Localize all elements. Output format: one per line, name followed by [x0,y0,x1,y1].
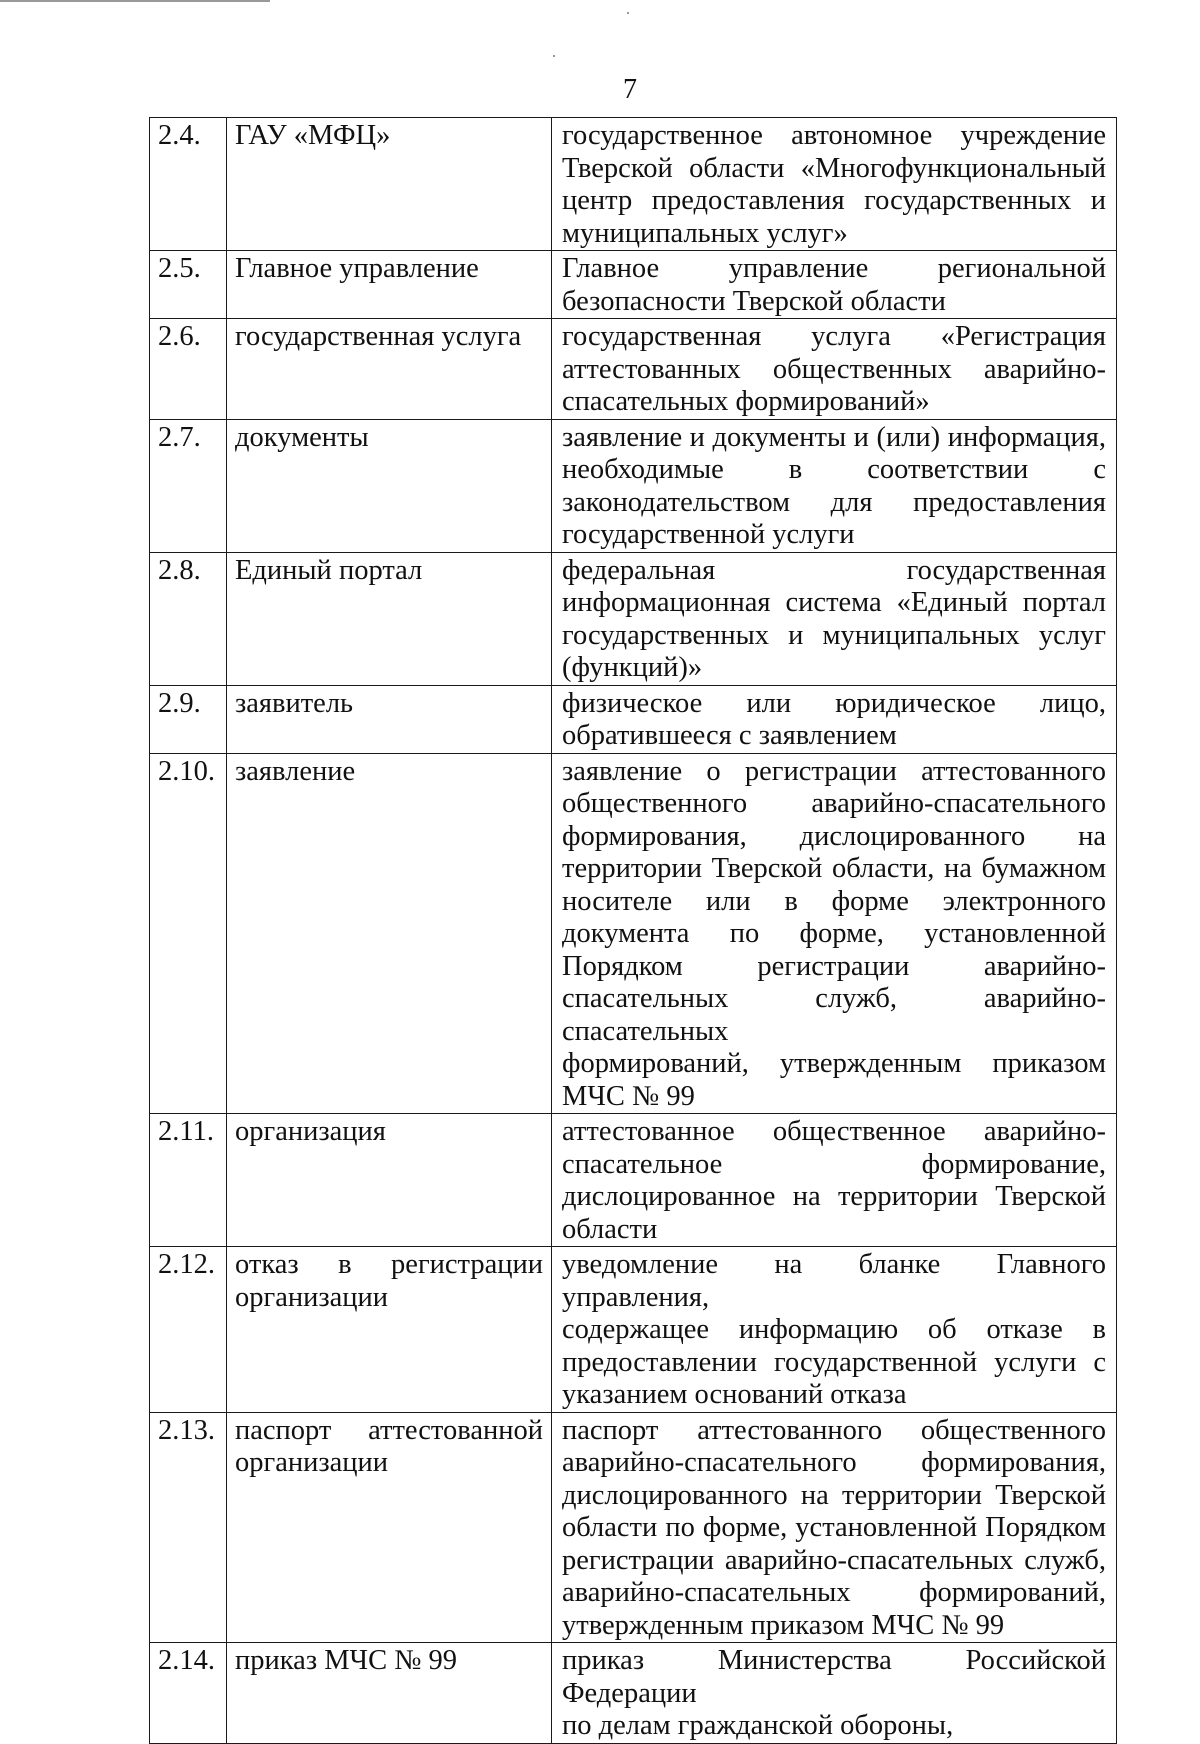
table-row [150,1247,1117,1413]
term-cell: паспорт аттестованной организации [227,1412,552,1643]
definition-line: области [562,1213,658,1245]
definition-cell [552,118,1117,251]
definition-cell [552,552,1117,685]
definition-line: Тверской области «Многофункциональный [562,152,1106,184]
definition-line: аварийно-спасательных формирований, [562,1577,1106,1608]
row-number: 2.13. [150,1412,227,1643]
definition-cell [552,319,1117,420]
definition-cell [552,1643,1117,1744]
definition-line: паспорт аттестованного общественного [562,1414,1106,1446]
definition-cell [552,251,1117,319]
scan-edge-mark [0,0,270,2]
definition-line: государственной услуги [562,519,855,550]
definition-line: носителе или в форме электронного [562,885,1106,917]
terms-table-body [150,118,1117,1744]
definition-line: спасательных формирований» [562,386,930,417]
definition-line: физическое или юридическое лицо, [562,687,1106,719]
term-cell: Единый портал [227,552,552,685]
definition-line: обратившееся с заявлением [562,720,897,751]
table-row [150,753,1117,1114]
scan-speck [553,55,555,57]
definition-line: дислоцированное на территории Тверской [562,1181,1106,1212]
row-number: 2.12. [150,1247,227,1413]
table-row [150,552,1117,685]
row-number: 2.11. [150,1114,227,1247]
definition-line: Главное управление региональной [562,253,1106,284]
definition-line: содержащее информацию об отказе в [562,1314,1106,1345]
definition-line: заявление и документы и (или) информация, [562,421,1106,453]
table-row [150,319,1117,420]
definition-line: государственное автономное учреждение [562,120,1106,151]
definition-line: (функций)» [562,652,703,683]
term-cell: организация [227,1114,552,1247]
definition-line: дислоцированного на территории Тверской [562,1479,1106,1511]
table-row [150,118,1117,251]
table-row [150,419,1117,552]
definition-line: безопасности Тверской области [562,285,946,317]
term-cell: Главное управление [227,251,552,319]
definition-line: указанием оснований отказа [562,1379,907,1410]
term-cell: ГАУ «МФЦ» [227,118,552,251]
definition-cell [552,1412,1117,1643]
definition-line: аварийно-спасательного формирования, [562,1447,1106,1478]
row-number: 2.5. [150,251,227,319]
definition-line: спасательных служб, аварийно-спасательных [562,983,1106,1047]
definition-line: федеральная государственная [562,554,1106,586]
term-cell: отказ в регистрации организации [227,1247,552,1413]
term-cell: документы [227,419,552,552]
term-cell: заявление [227,753,552,1114]
definition-line: территории Тверской области, на бумажном [562,853,1106,884]
definition-line: центр предоставления государственных и [562,185,1106,216]
row-number: 2.14. [150,1643,227,1744]
table-row [150,1114,1117,1247]
definition-line: заявление о регистрации аттестованного [562,755,1106,787]
definition-line: аттестованное общественное аварийно- [562,1116,1106,1147]
definition-line: муниципальных услуг» [562,217,848,249]
scan-speck [627,12,629,14]
definition-line: по делам гражданской обороны, [562,1710,954,1741]
definition-line: государственная услуга «Регистрация [562,321,1106,352]
term-cell: государственная услуга [227,319,552,420]
definition-line: формирований, утвержденным приказом [562,1048,1106,1079]
table-row [150,1412,1117,1643]
definition-cell [552,1114,1117,1247]
definition-line: спасательное формирование, [562,1148,1106,1180]
row-number: 2.6. [150,319,227,420]
definition-line: Порядком регистрации аварийно- [562,950,1106,982]
definition-line: законодательством для предоставления [562,486,1106,518]
definition-line: МЧС № 99 [562,1080,695,1112]
row-number: 2.4. [150,118,227,251]
definition-cell [552,753,1117,1114]
definition-line: документа по форме, установленной [562,918,1106,949]
definition-line: приказ Министерства Российской Федерации [562,1645,1106,1709]
definition-cell [552,419,1117,552]
row-number: 2.7. [150,419,227,552]
table-row [150,251,1117,319]
definition-line: аттестованных общественных аварийно- [562,353,1106,385]
terms-table [149,117,1117,1744]
definition-line: государственных и муниципальных услуг [562,619,1106,651]
row-number: 2.8. [150,552,227,685]
definition-line: уведомление на бланке Главного управления, [562,1249,1106,1313]
definition-line: области по форме, установленной Порядком [562,1512,1106,1543]
definition-line: формирования, дислоцированного на [562,820,1106,852]
page-number: 7 [623,74,637,105]
table-row [150,1643,1117,1744]
row-number: 2.9. [150,685,227,753]
definition-line: предоставлении государственной услуги с [562,1346,1106,1378]
table-row [150,685,1117,753]
term-cell: заявитель [227,685,552,753]
definition-line: общественного аварийно-спасательного [562,788,1106,819]
definition-line: информационная система «Единый портал [562,587,1106,618]
definition-line: утвержденным приказом МЧС № 99 [562,1609,1005,1641]
term-cell: приказ МЧС № 99 [227,1643,552,1744]
definition-line: регистрации аварийно-спасательных служб, [562,1544,1106,1576]
row-number: 2.10. [150,753,227,1114]
definition-cell [552,685,1117,753]
definition-cell [552,1247,1117,1413]
definition-line: необходимые в соответствии с [562,454,1106,485]
